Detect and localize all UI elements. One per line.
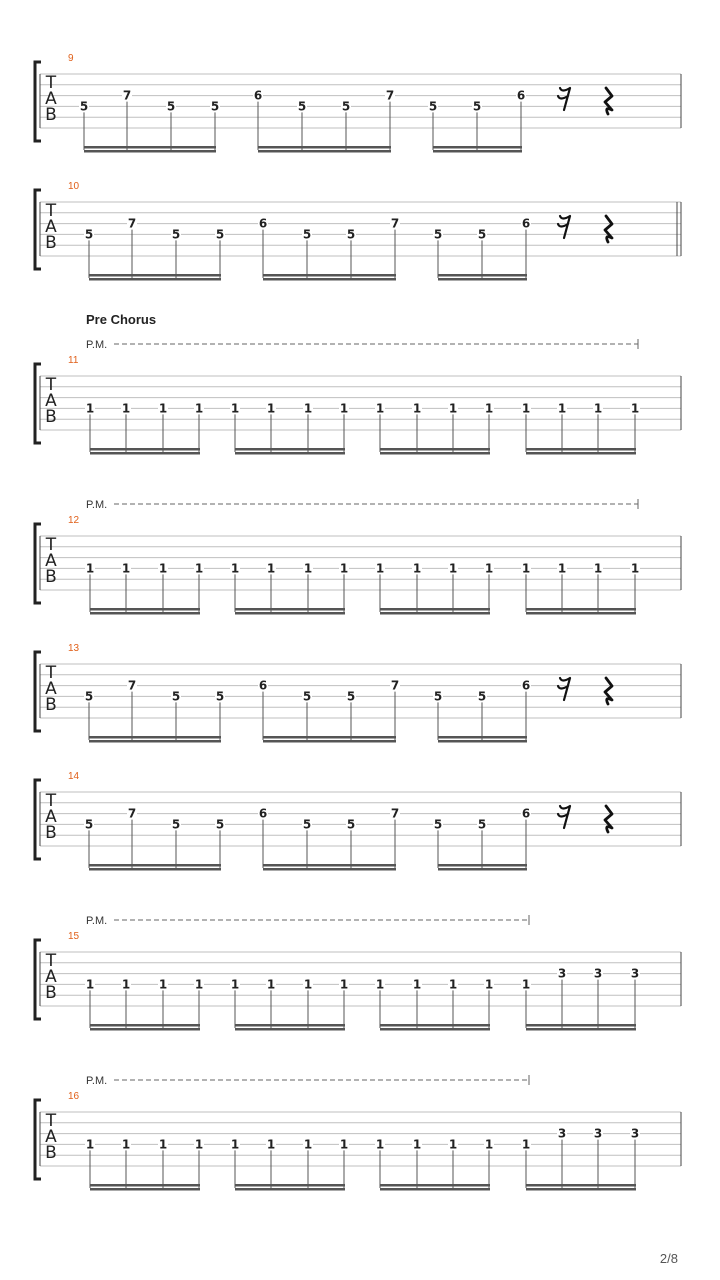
- fret-number: 1: [593, 561, 603, 576]
- beam: [235, 448, 345, 451]
- beam: [235, 608, 345, 611]
- beam: [380, 1184, 490, 1187]
- fret-number: 5: [341, 99, 351, 114]
- fret-number: 1: [266, 977, 276, 992]
- fret-number: 5: [477, 817, 487, 832]
- tab-clef-letter: A: [45, 1127, 57, 1147]
- beam: [438, 274, 527, 277]
- fret-number: 6: [258, 216, 268, 231]
- tab-clef-letter: A: [45, 89, 57, 109]
- fret-number: 1: [484, 1137, 494, 1152]
- beam: [90, 1184, 200, 1187]
- beam: [438, 278, 527, 281]
- fret-number: 5: [171, 227, 181, 242]
- staff-system-13: [35, 643, 681, 743]
- fret-number: 5: [433, 689, 443, 704]
- beam: [380, 608, 490, 611]
- fret-number: 1: [158, 1137, 168, 1152]
- fret-number: 1: [158, 977, 168, 992]
- fret-number: 5: [210, 99, 220, 114]
- measure-number: 9: [68, 53, 74, 64]
- beam: [380, 1188, 490, 1191]
- fret-number: 5: [215, 227, 225, 242]
- tab-clef-letter: B: [45, 1143, 57, 1163]
- fret-number: 7: [385, 88, 395, 103]
- beam: [258, 146, 391, 149]
- beam: [90, 608, 200, 611]
- fret-number: 5: [472, 99, 482, 114]
- fret-number: 7: [127, 678, 137, 693]
- palm-mute-label: P.M.: [86, 915, 108, 927]
- fret-number: 1: [266, 401, 276, 416]
- staff-system-14: [35, 771, 681, 871]
- beam: [90, 452, 200, 455]
- fret-number: 1: [557, 561, 567, 576]
- tab-clef-letter: A: [45, 679, 57, 699]
- beam: [263, 736, 396, 739]
- fret-number: 1: [412, 401, 422, 416]
- fret-number: 5: [477, 227, 487, 242]
- fret-number: 5: [428, 99, 438, 114]
- beam: [526, 448, 636, 451]
- fret-number: 5: [297, 99, 307, 114]
- fret-number: 1: [448, 401, 458, 416]
- fret-number: 1: [339, 401, 349, 416]
- measure-number: 16: [68, 1091, 80, 1102]
- beam: [438, 736, 527, 739]
- fret-number: 1: [521, 561, 531, 576]
- fret-number: 5: [302, 689, 312, 704]
- beam: [526, 1188, 636, 1191]
- fret-number: 1: [266, 1137, 276, 1152]
- fret-number: 5: [84, 689, 94, 704]
- beam: [263, 740, 396, 743]
- fret-number: 1: [230, 977, 240, 992]
- fret-number: 1: [85, 977, 95, 992]
- fret-number: 5: [171, 689, 181, 704]
- fret-number: 1: [375, 561, 385, 576]
- fret-number: 3: [630, 966, 640, 981]
- beam: [433, 146, 522, 149]
- beam: [90, 1188, 200, 1191]
- tab-clef-letter: T: [45, 535, 57, 555]
- fret-number: 5: [346, 817, 356, 832]
- beam: [438, 864, 527, 867]
- fret-number: 1: [630, 561, 640, 576]
- fret-number: 1: [412, 977, 422, 992]
- tab-clef-letter: B: [45, 233, 57, 253]
- beam: [263, 868, 396, 871]
- measure-number: 12: [68, 515, 80, 526]
- fret-number: 1: [412, 1137, 422, 1152]
- fret-number: 7: [127, 806, 137, 821]
- beam: [380, 448, 490, 451]
- beam: [526, 1184, 636, 1187]
- fret-number: 3: [630, 1126, 640, 1141]
- fret-number: 1: [85, 561, 95, 576]
- fret-number: 1: [194, 1137, 204, 1152]
- fret-number: 1: [448, 561, 458, 576]
- beam: [235, 1184, 345, 1187]
- fret-number: 1: [121, 561, 131, 576]
- fret-number: 5: [433, 817, 443, 832]
- beam: [89, 740, 221, 743]
- fret-number: 1: [303, 561, 313, 576]
- tab-clef-letter: A: [45, 217, 57, 237]
- fret-number: 1: [230, 1137, 240, 1152]
- fret-number: 1: [521, 401, 531, 416]
- palm-mute-label: P.M.: [86, 499, 108, 511]
- beam: [89, 868, 221, 871]
- beam: [84, 146, 216, 149]
- fret-number: 6: [253, 88, 263, 103]
- fret-number: 6: [258, 678, 268, 693]
- fret-number: 5: [79, 99, 89, 114]
- fret-number: 1: [448, 977, 458, 992]
- beam: [90, 1028, 200, 1031]
- fret-number: 6: [516, 88, 526, 103]
- beam: [526, 1024, 636, 1027]
- fret-number: 1: [230, 561, 240, 576]
- fret-number: 1: [593, 401, 603, 416]
- fret-number: 1: [230, 401, 240, 416]
- fret-number: 3: [557, 966, 567, 981]
- tab-clef-letter: A: [45, 551, 57, 571]
- fret-number: 7: [127, 216, 137, 231]
- fret-number: 1: [303, 1137, 313, 1152]
- fret-number: 5: [346, 689, 356, 704]
- measure-number: 11: [68, 355, 79, 366]
- fret-number: 1: [375, 977, 385, 992]
- beam: [235, 612, 345, 615]
- fret-number: 1: [484, 401, 494, 416]
- beam: [235, 452, 345, 455]
- fret-number: 1: [521, 977, 531, 992]
- fret-number: 1: [121, 977, 131, 992]
- beam: [89, 278, 221, 281]
- tab-clef-letter: A: [45, 967, 57, 987]
- beam: [258, 150, 391, 153]
- fret-number: 5: [433, 227, 443, 242]
- beam: [380, 452, 490, 455]
- tab-clef-letter: T: [45, 1111, 57, 1131]
- palm-mute-label: P.M.: [86, 339, 108, 351]
- fret-number: 1: [303, 977, 313, 992]
- fret-number: 1: [158, 401, 168, 416]
- quarter-rest-icon: [605, 216, 612, 242]
- beam: [526, 1028, 636, 1031]
- fret-number: 5: [302, 227, 312, 242]
- beam: [235, 1024, 345, 1027]
- tab-clef-letter: B: [45, 823, 57, 843]
- fret-number: 7: [390, 678, 400, 693]
- fret-number: 7: [390, 216, 400, 231]
- tab-clef-letter: T: [45, 201, 57, 221]
- measure-number: 10: [68, 181, 80, 192]
- fret-number: 1: [484, 561, 494, 576]
- tab-clef-letter: B: [45, 695, 57, 715]
- tab-clef-letter: B: [45, 407, 57, 427]
- beam: [438, 868, 527, 871]
- beam: [90, 612, 200, 615]
- staff-system-12: [35, 499, 681, 615]
- beam: [526, 608, 636, 611]
- fret-number: 6: [521, 678, 531, 693]
- fret-number: 1: [375, 401, 385, 416]
- fret-number: 1: [194, 977, 204, 992]
- quarter-rest-icon: [605, 806, 612, 832]
- fret-number: 6: [521, 806, 531, 821]
- tab-clef-letter: B: [45, 105, 57, 125]
- staff-system-9: [35, 53, 681, 153]
- fret-number: 5: [166, 99, 176, 114]
- fret-number: 1: [339, 1137, 349, 1152]
- fret-number: 5: [84, 817, 94, 832]
- beam: [89, 274, 221, 277]
- tab-clef-letter: B: [45, 983, 57, 1003]
- fret-number: 1: [339, 561, 349, 576]
- tab-clef-letter: A: [45, 391, 57, 411]
- beam: [89, 864, 221, 867]
- fret-number: 3: [593, 966, 603, 981]
- quarter-rest-icon: [605, 678, 612, 704]
- beam: [90, 1024, 200, 1027]
- fret-number: 1: [85, 1137, 95, 1152]
- measure-number: 13: [68, 643, 80, 654]
- fret-number: 1: [557, 401, 567, 416]
- fret-number: 1: [194, 401, 204, 416]
- fret-number: 1: [303, 401, 313, 416]
- tab-clef-letter: T: [45, 951, 57, 971]
- fret-number: 5: [346, 227, 356, 242]
- fret-number: 1: [375, 1137, 385, 1152]
- beam: [263, 864, 396, 867]
- fret-number: 5: [477, 689, 487, 704]
- beam: [89, 736, 221, 739]
- fret-number: 1: [630, 401, 640, 416]
- fret-number: 3: [593, 1126, 603, 1141]
- fret-number: 6: [258, 806, 268, 821]
- fret-number: 5: [84, 227, 94, 242]
- fret-number: 5: [171, 817, 181, 832]
- fret-number: 1: [266, 561, 276, 576]
- staff-system-16: [35, 1075, 681, 1191]
- tab-clef-letter: B: [45, 567, 57, 587]
- page-number: 2/8: [659, 1251, 678, 1266]
- fret-number: 1: [339, 977, 349, 992]
- staff-system-11: [35, 312, 681, 455]
- fret-number: 7: [122, 88, 132, 103]
- staff-system-10: [35, 181, 681, 281]
- fret-number: 1: [121, 1137, 131, 1152]
- fret-number: 1: [412, 561, 422, 576]
- fret-number: 1: [448, 1137, 458, 1152]
- fret-number: 1: [85, 401, 95, 416]
- fret-number: 5: [215, 689, 225, 704]
- tab-clef-letter: T: [45, 791, 57, 811]
- beam: [84, 150, 216, 153]
- beam: [433, 150, 522, 153]
- tab-clef-letter: T: [45, 663, 57, 683]
- fret-number: 5: [302, 817, 312, 832]
- palm-mute-label: P.M.: [86, 1075, 108, 1087]
- fret-number: 1: [521, 1137, 531, 1152]
- fret-number: 3: [557, 1126, 567, 1141]
- tab-clef-letter: T: [45, 73, 57, 93]
- measure-number: 14: [68, 771, 80, 782]
- tab-clef-letter: T: [45, 375, 57, 395]
- staff-system-15: [35, 915, 681, 1031]
- fret-number: 5: [215, 817, 225, 832]
- beam: [380, 1028, 490, 1031]
- fret-number: 1: [194, 561, 204, 576]
- tab-clef-letter: A: [45, 807, 57, 827]
- beam: [263, 278, 396, 281]
- fret-number: 6: [521, 216, 531, 231]
- beam: [90, 448, 200, 451]
- fret-number: 1: [121, 401, 131, 416]
- beam: [235, 1188, 345, 1191]
- fret-number: 7: [390, 806, 400, 821]
- beam: [380, 612, 490, 615]
- beam: [263, 274, 396, 277]
- fret-number: 1: [158, 561, 168, 576]
- section-label: Pre Chorus: [86, 312, 157, 327]
- beam: [526, 452, 636, 455]
- quarter-rest-icon: [605, 88, 612, 114]
- beam: [526, 612, 636, 615]
- beam: [235, 1028, 345, 1031]
- fret-number: 1: [484, 977, 494, 992]
- beam: [438, 740, 527, 743]
- measure-number: 15: [68, 931, 80, 942]
- beam: [380, 1024, 490, 1027]
